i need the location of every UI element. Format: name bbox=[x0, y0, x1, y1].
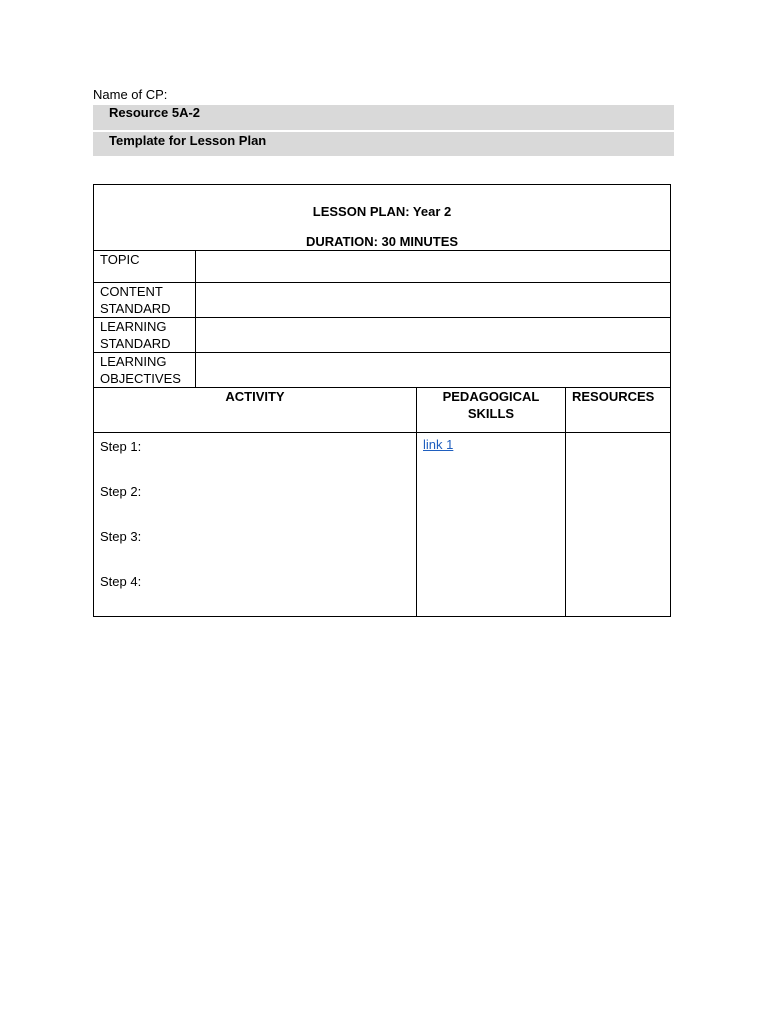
learning-standard-label: LEARNING STANDARD bbox=[94, 318, 196, 353]
table-row-learning-standard bbox=[94, 318, 671, 353]
learning-standard-value-cell[interactable] bbox=[196, 318, 671, 353]
lesson-plan-table bbox=[93, 184, 671, 617]
topic-label: TOPIC bbox=[94, 251, 196, 283]
step-2-label: Step 2: bbox=[100, 484, 142, 499]
template-label: Template for Lesson Plan bbox=[109, 133, 267, 148]
lesson-plan-header bbox=[94, 185, 671, 251]
step-3-label: Step 3: bbox=[100, 529, 142, 544]
content-standard-label: CONTENT STANDARD bbox=[94, 283, 196, 318]
step-1-label: Step 1: bbox=[100, 439, 142, 454]
pedagogical-skills-column-header: PEDAGOGICAL SKILLS bbox=[417, 388, 566, 433]
table-row-content-standard bbox=[94, 283, 671, 318]
table-row-topic bbox=[94, 251, 671, 283]
resources-column-header: RESOURCES bbox=[566, 388, 671, 433]
activity-steps-cell bbox=[94, 433, 417, 617]
lesson-plan-title: LESSON PLAN: Year 2 bbox=[312, 204, 452, 219]
resource-label: Resource 5A-2 bbox=[109, 105, 201, 120]
pedagogical-skills-cell bbox=[417, 433, 566, 617]
topic-value-cell[interactable] bbox=[196, 251, 671, 283]
table-steps-row bbox=[94, 433, 671, 617]
resources-cell[interactable] bbox=[566, 433, 671, 617]
step-4-label: Step 4: bbox=[100, 574, 142, 589]
template-header-bar bbox=[93, 132, 674, 156]
learning-objectives-label: LEARNING OBJECTIVES bbox=[94, 353, 196, 388]
lesson-duration: DURATION: 30 MINUTES bbox=[305, 234, 459, 249]
table-row-learning-objectives bbox=[94, 353, 671, 388]
activity-column-header: ACTIVITY bbox=[94, 388, 417, 433]
table-column-header-row bbox=[94, 388, 671, 433]
learning-objectives-value-cell[interactable] bbox=[196, 353, 671, 388]
link-1[interactable]: link 1 bbox=[423, 437, 454, 452]
resource-header-bar bbox=[93, 105, 674, 130]
content-standard-value-cell[interactable] bbox=[196, 283, 671, 318]
name-of-cp-label: Name of CP: bbox=[93, 87, 168, 102]
table-header-row bbox=[94, 185, 671, 251]
